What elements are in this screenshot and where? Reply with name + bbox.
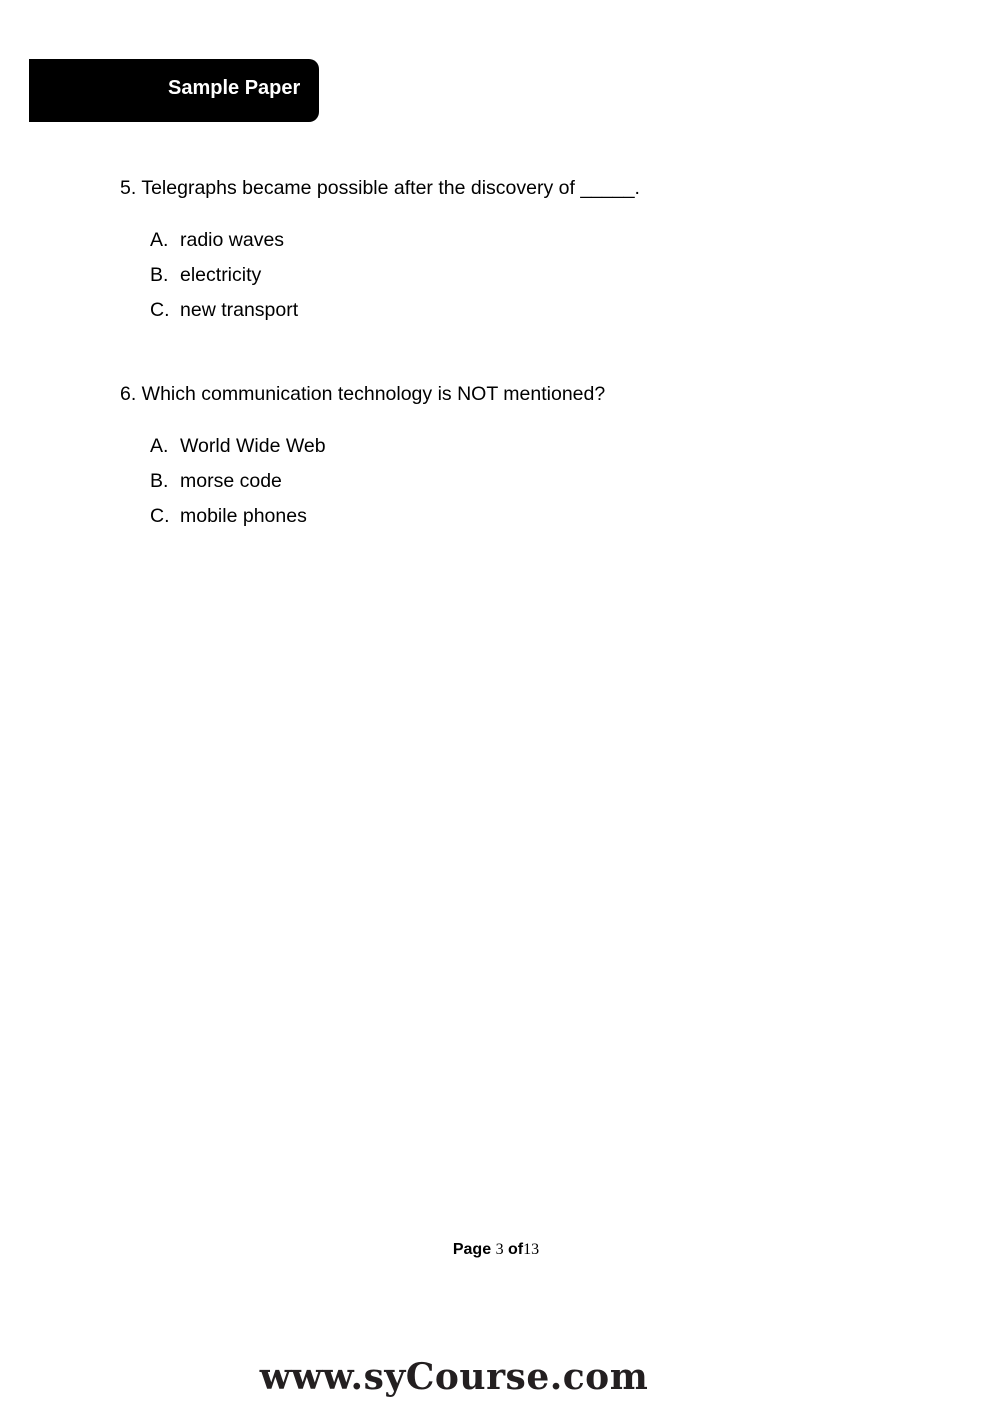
option-text: mobile phones — [180, 505, 307, 527]
page-label: Page — [452, 1241, 492, 1258]
option-letter: A. — [150, 435, 169, 457]
option-text: World Wide Web — [180, 435, 326, 457]
question-6-text: 6. Which communication technology is NOT mentioned? — [120, 383, 606, 405]
option-letter: B. — [150, 470, 169, 492]
question-5-options — [150, 229, 298, 334]
header-tab — [29, 59, 319, 122]
option-letter: C. — [150, 299, 170, 321]
page-total: 13 — [523, 1241, 540, 1258]
option-letter: B. — [150, 264, 169, 286]
option-text: morse code — [180, 470, 282, 492]
option-letter: C. — [150, 505, 170, 527]
option-text: radio waves — [180, 229, 285, 251]
page-of: of — [508, 1241, 524, 1258]
option-item — [150, 264, 298, 299]
option-item — [150, 229, 298, 264]
option-item — [150, 299, 298, 334]
website-watermark: www.syCourse.com — [259, 1356, 649, 1398]
option-item — [150, 435, 326, 470]
option-text: electricity — [180, 264, 262, 286]
question-6-options — [150, 435, 326, 540]
option-letter: A. — [150, 229, 169, 251]
option-item — [150, 470, 326, 505]
page-current: 3 — [495, 1241, 504, 1258]
question-5-text: 5. Telegraphs became possible after the discovery of _____. — [120, 177, 640, 199]
option-text: new transport — [180, 299, 299, 321]
header-title: Sample Paper — [168, 77, 301, 99]
option-item — [150, 505, 326, 540]
page-number — [0, 1241, 992, 1259]
